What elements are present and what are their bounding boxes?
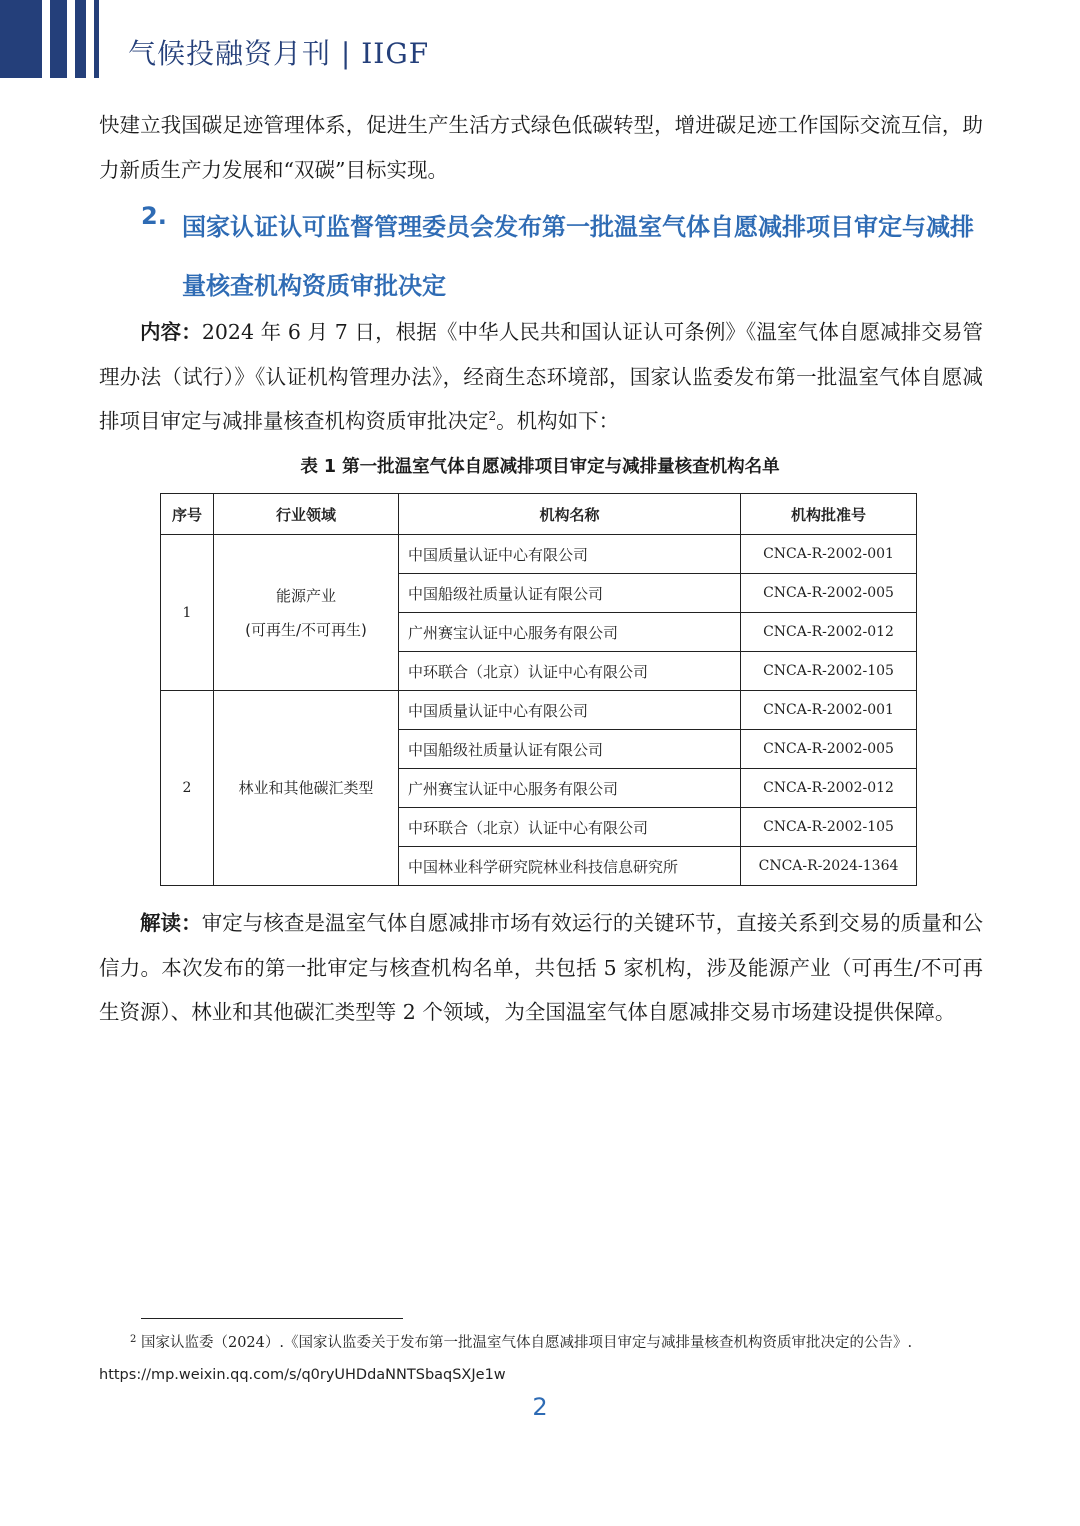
org-name-cell: 中国质量认证中心有限公司 xyxy=(399,691,741,730)
approval-code-cell: CNCA-R-2002-105 xyxy=(741,808,917,847)
footnote-number: 2 xyxy=(130,1334,137,1345)
org-name-cell: 中环联合（北京）认证中心有限公司 xyxy=(399,652,741,691)
approval-code-cell: CNCA-R-2002-105 xyxy=(741,652,917,691)
analysis-paragraph xyxy=(99,901,983,1035)
org-name-cell: 中国船级社质量认证有限公司 xyxy=(399,730,741,769)
analysis-lead: 解读： xyxy=(140,911,202,935)
content-tail: 。机构如下： xyxy=(496,409,620,433)
header-title: 气候投融资月刊 | IIGF xyxy=(128,37,430,70)
content-lead: 内容： xyxy=(140,320,202,344)
analysis-text: 审定与核查是温室气体自愿减排市场有效运行的关键环节，直接关系到交易的质量和公信力。本次发布的第一批审定与核查机构名单，共包括 5 家机构，涉及能源产业（可再生/不可再生资源）、林业和其他碳汇类型等 2 个领域，为全国温室气体自愿减排交易市场建设提供保障。 xyxy=(99,911,983,1024)
footnote-divider xyxy=(141,1318,403,1319)
footnote-ref[interactable]: 2 xyxy=(488,409,497,423)
approval-code-cell: CNCA-R-2002-012 xyxy=(741,613,917,652)
org-name-cell: 中国林业科学研究院林业科技信息研究所 xyxy=(399,847,741,886)
header-cell-org: 机构名称 xyxy=(399,494,741,535)
section-title: 国家认证认可监督管理委员会发布第一批温室气体自愿减排项目审定与减排量核查机构资质审批决定 xyxy=(182,213,974,300)
table-caption: 表 1 第一批温室气体自愿减排项目审定与减排量核查机构名单 xyxy=(300,457,780,477)
approval-code-cell: CNCA-R-2002-005 xyxy=(741,574,917,613)
footnote xyxy=(99,1327,983,1391)
group-field: 林业和其他碳汇类型 xyxy=(214,691,399,886)
header-cell-number: 序号 xyxy=(161,494,214,535)
header-bar xyxy=(0,0,42,78)
intro-paragraph: 快建立我国碳足迹管理体系，促进生产生活方式绿色低碳转型，增进碳足迹工作国际交流互信，助力新质生产力发展和“双碳”目标实现。 xyxy=(99,113,983,182)
group-field-line: 能源产业 xyxy=(275,586,336,605)
approval-code-cell: CNCA-R-2002-005 xyxy=(741,730,917,769)
header-cell-code: 机构批准号 xyxy=(741,494,917,535)
org-name-cell: 中国船级社质量认证有限公司 xyxy=(399,574,741,613)
group-number: 2 xyxy=(161,691,214,886)
approval-code-cell: CNCA-R-2024-1364 xyxy=(741,847,917,886)
content-paragraph xyxy=(99,310,983,444)
section-number: 2. xyxy=(141,202,167,230)
group-field-line: (可再生/不可再生) xyxy=(245,620,367,639)
footnote-text: 国家认监委（2024）.《国家认监委关于发布第一批温室气体自愿减排项目审定与减排量核查机构资质审批决定的公告》. xyxy=(140,1335,913,1351)
header-cell-field: 行业领域 xyxy=(214,494,399,535)
approval-code-cell: CNCA-R-2002-001 xyxy=(741,535,917,574)
header-bar xyxy=(94,0,99,78)
approval-code-cell: CNCA-R-2002-001 xyxy=(741,691,917,730)
table-row xyxy=(161,691,917,730)
footnote-link[interactable]: https://mp.weixin.qq.com/s/q0ryUHDdaNNTSbaqSXJe1w xyxy=(99,1367,506,1383)
table-header-row xyxy=(161,494,917,535)
table-row xyxy=(161,535,917,574)
approval-code-cell: CNCA-R-2002-012 xyxy=(741,769,917,808)
org-name-cell: 广州赛宝认证中心服务有限公司 xyxy=(399,613,741,652)
group-field xyxy=(214,535,399,691)
org-name-cell: 中环联合（北京）认证中心有限公司 xyxy=(399,808,741,847)
institutions-table xyxy=(160,493,917,886)
page-number: 2 xyxy=(532,1393,548,1421)
org-name-cell: 中国质量认证中心有限公司 xyxy=(399,535,741,574)
header-bar xyxy=(50,0,67,78)
content-text: 2024 年 6 月 7 日，根据《中华人民共和国认证认可条例》《温室气体自愿减排交易管理办法（试行）》《认证机构管理办法》，经商生态环境部，国家认监委发布第一批温室气体自愿减排项目审定与减排量核查机构资质审批决定 xyxy=(99,320,984,433)
group-number: 1 xyxy=(161,535,214,691)
org-name-cell: 广州赛宝认证中心服务有限公司 xyxy=(399,769,741,808)
header-bar xyxy=(75,0,86,78)
